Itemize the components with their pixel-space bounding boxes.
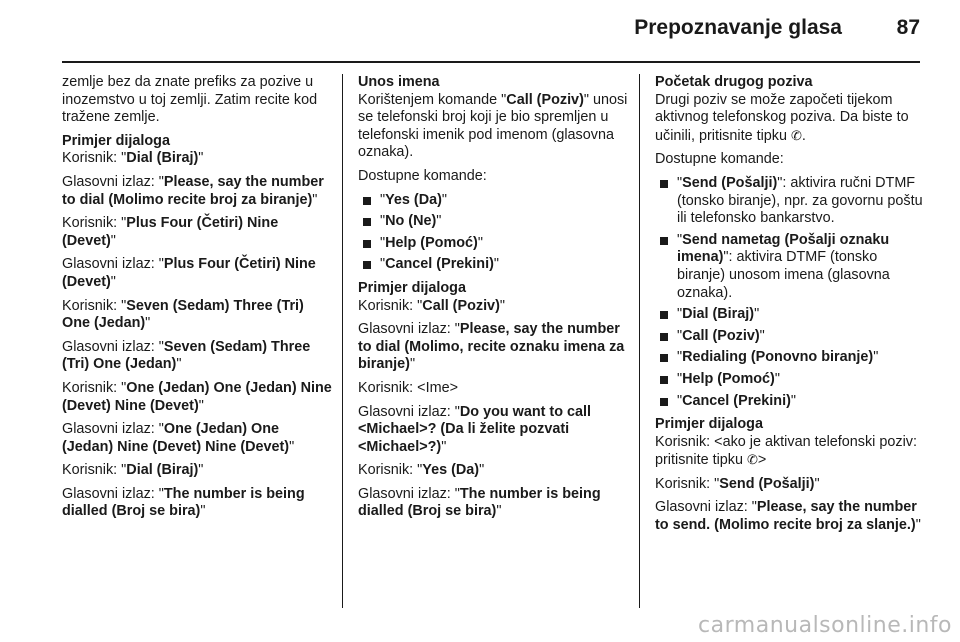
dialog-line	[655, 499, 923, 534]
dialog-utterance: One (Jedan) One (Jedan) Nine (Devet) Nine (Devet)	[62, 379, 332, 414]
command-label: Send (Pošalji)	[682, 174, 778, 191]
list-item: "Send (Pošalji)": aktivira ručni DTMF (tonsko biranje), npr. za govornu poštu ili telefonsko bankarstvo.	[655, 175, 923, 228]
column-1	[62, 74, 332, 527]
dialog-line	[62, 486, 332, 521]
col2-heading: Unos imena	[358, 74, 440, 90]
col3-dialog-intro-suffix: >	[757, 452, 767, 469]
dialog-utterance: Seven (Sedam) Three (Tri) One (Jedan)	[62, 297, 304, 332]
list-item: "Help (Pomoć)"	[358, 235, 630, 253]
dialog-line	[62, 150, 332, 168]
list-item: "Cancel (Prekini)"	[655, 393, 923, 411]
dialog-utterance: Dial (Biraj)	[126, 462, 199, 479]
column-2	[358, 74, 630, 527]
col2-commands-label: Dostupne komande:	[358, 167, 487, 184]
phone-voice-icon: ✆	[790, 127, 802, 143]
col2-intro-prefix: Korištenjem komande "	[358, 91, 507, 108]
dialog-utterance: Send (Pošalji)	[719, 475, 815, 492]
col3-dialog	[655, 476, 923, 535]
column-divider-1	[342, 74, 343, 608]
dialog-quote-close: "	[198, 150, 204, 167]
dialog-utterance: Dial (Biraj)	[126, 150, 199, 167]
col3-dialog-heading: Primjer dijaloga	[655, 416, 763, 433]
dialog-speaker: Korisnik: "	[62, 297, 127, 314]
dialog-quote-close: "	[145, 315, 151, 332]
dialog-speaker: Glasovni izlaz: "	[358, 403, 460, 420]
dialog-line	[62, 215, 332, 250]
dialog-quote-close: "	[200, 503, 206, 520]
phone-voice-icon: ✆	[746, 452, 758, 468]
col2-dialog-heading: Primjer dijaloga	[358, 279, 466, 296]
col3-intro-text: Drugi poziv se može započeti tijekom aktivnog telefonskog poziva. Da biste to učinili, pritisnite tipku	[655, 91, 909, 144]
dialog-line	[358, 298, 630, 316]
dialog-quote-close: "	[289, 438, 295, 455]
dialog-line	[358, 380, 630, 398]
col2-commands-list	[358, 192, 630, 274]
list-item: "Cancel (Prekini)"	[358, 256, 630, 274]
command-description: : aktivira DTMF (tonsko biranje) unosom imena (glasovna oznaka).	[677, 249, 890, 301]
col2-intro	[358, 92, 630, 162]
dialog-quote-close: "	[441, 438, 447, 455]
col3-heading: Početak drugog poziva	[655, 74, 813, 90]
list-item: "Help (Pomoć)"	[655, 371, 923, 389]
dialog-quote-close: "	[198, 397, 204, 414]
dialog-speaker: Glasovni izlaz: "	[62, 421, 164, 438]
dialog-utterance: Seven (Sedam) Three (Tri) One (Jedan)	[62, 338, 311, 373]
command-description: : aktivira ručni DTMF (tonsko biranje), npr. za govornu poštu ili telefonsko bankarstvo.	[677, 174, 923, 227]
list-item: "Send nametag (Pošalji oznaku imena)": aktivira DTMF (tonsko biranje) unosom imena (glasovna oznaka).	[655, 232, 923, 302]
dialog-speaker: Korisnik: <Ime>	[358, 379, 458, 396]
command-label: Help (Pomoć)	[682, 370, 775, 387]
dialog-quote-close: "	[915, 517, 921, 534]
col1-dialog	[62, 150, 332, 521]
watermark: carmanualsonline.info	[698, 613, 952, 638]
dialog-line	[358, 321, 630, 374]
dialog-speaker: Glasovni izlaz: "	[655, 499, 757, 516]
dialog-quote-close: "	[496, 503, 502, 520]
list-item: "Dial (Biraj)"	[655, 306, 923, 324]
dialog-line	[358, 404, 630, 457]
dialog-quote-close: "	[814, 475, 820, 492]
column-3	[655, 74, 923, 541]
dialog-speaker: Glasovni izlaz: "	[358, 485, 460, 502]
command-label: Call (Poziv)	[682, 327, 760, 344]
col3-dialog-intro	[655, 434, 923, 470]
dialog-speaker: Korisnik: "	[62, 462, 127, 479]
dialog-speaker: Korisnik: "	[62, 215, 127, 232]
dialog-utterance: Plus Four (Četiri) Nine (Devet)	[62, 256, 316, 290]
dialog-line	[62, 339, 332, 374]
command-label: Dial (Biraj)	[682, 306, 755, 323]
dialog-utterance: Please, say the number to dial (Molimo recite broj za biranje)	[62, 173, 324, 208]
col3-intro	[655, 92, 923, 146]
dialog-utterance: Yes (Da)	[422, 462, 480, 479]
dialog-speaker: Korisnik: "	[358, 462, 423, 479]
dialog-line	[358, 486, 630, 521]
dialog-utterance: The number is being dialled (Broj se bira)	[62, 485, 305, 520]
dialog-quote-close: "	[499, 297, 505, 314]
header-divider	[62, 61, 920, 63]
col2-intro-command: Call (Poziv)	[506, 91, 584, 108]
page-number: 87	[896, 16, 920, 39]
dialog-speaker: Glasovni izlaz: "	[62, 485, 164, 502]
col3-commands-label: Dostupne komande:	[655, 151, 784, 168]
command-label: No (Ne)	[385, 213, 437, 230]
col3-commands-list	[655, 175, 923, 410]
dialog-utterance: Please, say the number to dial (Molimo, recite oznaku imena za biranje)	[358, 321, 625, 373]
dialog-line	[655, 476, 923, 494]
col1-dialog-heading: Primjer dijaloga	[62, 132, 170, 149]
dialog-line	[62, 256, 332, 291]
dialog-utterance: Call (Poziv)	[422, 297, 500, 314]
col3-dialog-intro-text: Korisnik: <ako je aktivan telefonski poziv: pritisnite tipku	[655, 433, 917, 469]
dialog-quote-close: "	[110, 232, 116, 249]
col2-dialog	[358, 298, 630, 522]
dialog-line	[62, 174, 332, 209]
col3-intro-suffix: .	[801, 127, 806, 144]
dialog-utterance: Do you want to call <Michael>? (Da li želite pozvati <Michael>?)	[358, 403, 592, 455]
dialog-line	[62, 380, 332, 415]
column-divider-2	[639, 74, 640, 608]
col1-intro: zemlje bez da znate prefiks za pozive u inozemstvo u toj zemlji. Zatim recite kod tražene zemlje.	[62, 74, 318, 126]
dialog-quote-close: "	[110, 273, 116, 290]
dialog-quote-close: "	[479, 462, 485, 479]
command-label: Cancel (Prekini)	[385, 256, 494, 273]
list-item: "Call (Poziv)"	[655, 328, 923, 346]
command-label: Redialing (Ponovno biranje)	[682, 349, 874, 366]
dialog-speaker: Glasovni izlaz: "	[62, 338, 164, 355]
col2-intro-suffix: " unosi se telefonski broj koji je bio spremljen u telefonski imenik pod imenom (glasovna oznaka).	[358, 91, 628, 161]
list-item: "Yes (Da)"	[358, 192, 630, 210]
dialog-utterance: One (Jedan) One (Jedan) Nine (Devet) Nine (Devet)	[62, 421, 290, 455]
dialog-line	[62, 462, 332, 480]
command-label: Send nametag (Pošalji oznaku imena)	[677, 231, 890, 266]
dialog-utterance: Please, say the number to send. (Molimo recite broj za slanje.)	[655, 499, 917, 534]
command-label: Help (Pomoć)	[385, 234, 478, 251]
dialog-line	[62, 298, 332, 333]
dialog-speaker: Korisnik: "	[62, 150, 127, 167]
list-item: "Redialing (Ponovno biranje)"	[655, 349, 923, 367]
dialog-speaker: Korisnik: "	[655, 475, 720, 492]
page-header	[0, 0, 960, 62]
page-title: Prepoznavanje glasa	[634, 16, 842, 39]
dialog-speaker: Korisnik: "	[358, 297, 423, 314]
dialog-speaker: Glasovni izlaz: "	[358, 321, 460, 338]
command-label: Yes (Da)	[385, 191, 442, 208]
dialog-speaker: Glasovni izlaz: "	[62, 173, 164, 190]
list-item: "No (Ne)"	[358, 213, 630, 231]
dialog-quote-close: "	[198, 462, 204, 479]
dialog-quote-close: "	[312, 191, 318, 208]
dialog-line	[62, 421, 332, 456]
dialog-speaker: Korisnik: "	[62, 379, 127, 396]
dialog-speaker: Glasovni izlaz: "	[62, 256, 164, 273]
dialog-utterance: The number is being dialled (Broj se bira)	[358, 485, 601, 520]
dialog-quote-close: "	[176, 356, 182, 373]
dialog-line	[358, 462, 630, 480]
dialog-utterance: Plus Four (Četiri) Nine (Devet)	[62, 215, 279, 249]
dialog-quote-close: "	[409, 356, 416, 373]
command-label: Cancel (Prekini)	[682, 392, 791, 409]
